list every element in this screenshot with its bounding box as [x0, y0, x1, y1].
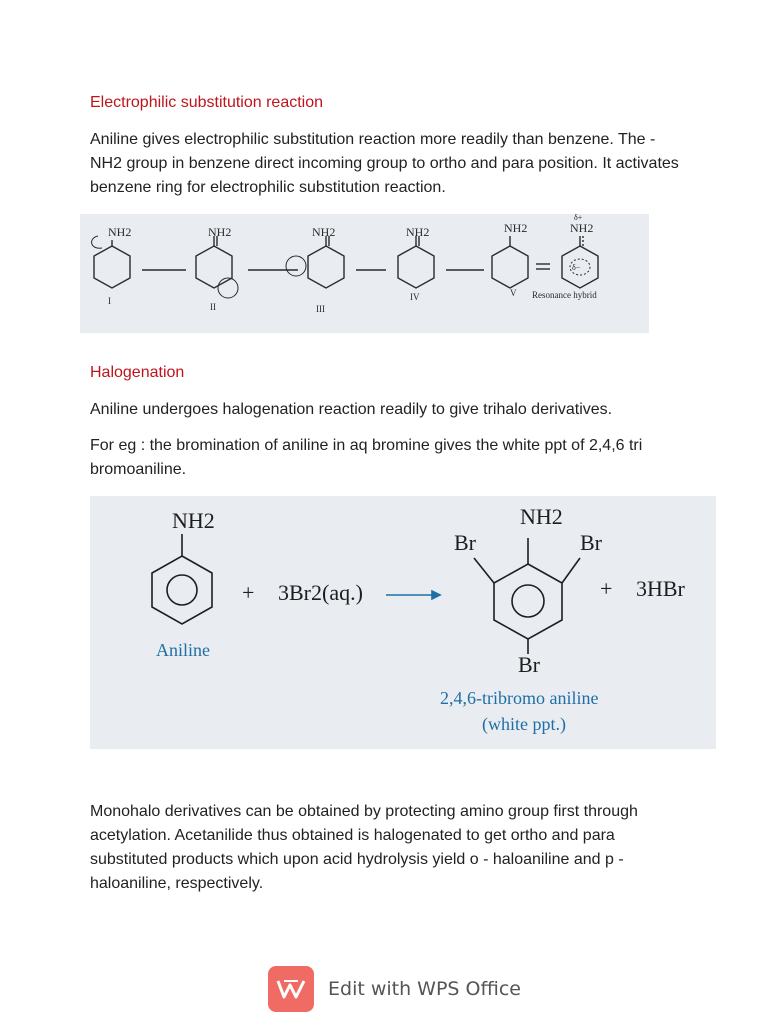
resonance-nh2-label: NH2: [208, 225, 232, 239]
resonance-numeral: IV: [410, 292, 420, 302]
resonance-numeral: I: [108, 296, 111, 306]
bromo-left-label: Br: [454, 530, 476, 555]
paragraph-halogenation-2: For eg : the bromination of aniline in aq bromine gives the white ppt of 2,4,6 tri bromoaniline.: [90, 437, 643, 478]
paragraph-monohalo: Monohalo derivatives can be obtained by protecting amino group first through acetylation. Acetanilide thus obtained is halogenated to get ortho and para substituted products which upon acid hydrolysis yield o - haloaniline and p - haloaniline, respectively.: [90, 803, 638, 892]
resonance-hybrid-label: Resonance hybrid: [532, 290, 597, 300]
resonance-nh2-label: NH2: [108, 225, 132, 239]
bromo-right-label: Br: [580, 530, 602, 555]
plus-sign: +: [600, 576, 613, 601]
resonance-numeral: V: [510, 288, 517, 298]
resonance-nh2-label: NH2: [312, 225, 336, 239]
aniline-nh2-label: NH2: [172, 508, 215, 533]
product-name-label: 2,4,6-tribromo aniline: [440, 688, 599, 708]
bromination-reaction-image: [90, 496, 716, 749]
resonance-nh2-label: NH2: [406, 225, 430, 239]
plus-sign: +: [242, 580, 255, 605]
resonance-structures-image: [80, 214, 649, 333]
resonance-nh2-label: NH2: [570, 221, 594, 235]
resonance-numeral: II: [210, 302, 216, 312]
bromo-bottom-label: Br: [518, 652, 540, 677]
wps-footer-text[interactable]: Edit with WPS Office: [328, 978, 521, 1000]
product-nh2-label: NH2: [520, 504, 563, 529]
aniline-name-label: Aniline: [156, 640, 210, 660]
delta-minus-label: δ−: [572, 263, 581, 272]
section-heading-electrophilic: Electrophilic substitution reaction: [90, 94, 324, 111]
wps-footer[interactable]: [268, 965, 521, 1013]
paragraph-halogenation-1: Aniline undergoes halogenation reaction readily to give trihalo derivatives.: [90, 401, 613, 418]
paragraph-electrophilic: Aniline gives electrophilic substitution reaction more readily than benzene. The - NH2 group in benzene direct incoming group to ortho and para position. It activates benzene ring for electrophilic substitution reaction.: [90, 131, 679, 196]
byproduct-label: 3HBr: [636, 576, 685, 601]
product-note-label: (white ppt.): [482, 714, 566, 734]
section-heading-halogenation: Halogenation: [90, 364, 185, 381]
resonance-numeral: III: [316, 304, 325, 314]
delta-plus-label: δ+: [574, 214, 583, 222]
resonance-nh2-label: NH2: [504, 221, 528, 235]
reagent-label: 3Br2(aq.): [278, 580, 363, 605]
wps-logo-icon: [268, 966, 314, 1012]
